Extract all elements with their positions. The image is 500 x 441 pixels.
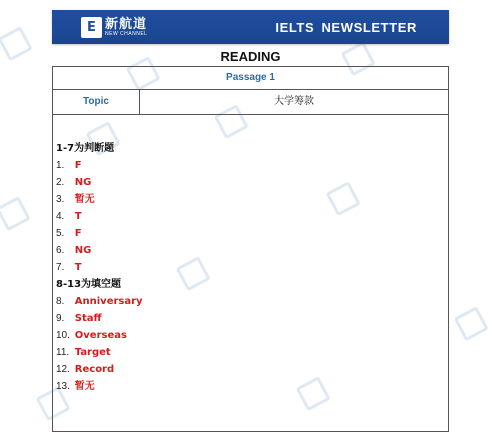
answer-item <box>56 378 448 395</box>
answers-section <box>53 115 448 395</box>
answer-value: Target <box>74 347 111 358</box>
answer-item <box>56 157 448 174</box>
logo-english-name: NEW CHANNEL <box>105 30 148 37</box>
answer-item <box>56 293 448 310</box>
answer-number: 12. <box>56 364 70 375</box>
brand-logo <box>81 15 147 39</box>
answer-value: Staff <box>74 313 102 324</box>
answer-value: Record <box>74 364 115 375</box>
answer-number: 3. <box>56 194 65 205</box>
watermark-logo-icon <box>0 196 31 231</box>
topic-value: 大学筹款 <box>274 96 314 107</box>
watermark <box>0 195 33 232</box>
answer-number: 7. <box>56 262 65 273</box>
answer-item <box>56 174 448 191</box>
header-banner <box>52 10 449 44</box>
answer-value: T <box>74 211 82 222</box>
group-heading-true-false: 1-7为判断题 <box>56 143 115 154</box>
logo-chinese-name: 新航道 <box>105 16 148 32</box>
answer-value: F <box>74 228 82 239</box>
answer-value: F <box>74 160 82 171</box>
answer-number: 11. <box>56 347 70 358</box>
answer-item <box>56 208 448 225</box>
answer-value: NG <box>74 245 92 256</box>
watermark <box>0 25 35 62</box>
answer-item <box>56 361 448 378</box>
answer-item <box>56 225 448 242</box>
topic-label: Topic <box>53 90 140 114</box>
answer-item <box>56 242 448 259</box>
answer-number: 4. <box>56 211 65 222</box>
newsletter-title: IELTS NEWSLETTER <box>275 20 417 35</box>
answer-value: Anniversary <box>74 296 143 307</box>
answer-value: Overseas <box>74 330 127 341</box>
watermark <box>454 305 492 342</box>
watermark-logo-icon <box>454 306 489 341</box>
group-heading-fill-in: 8-13为填空题 <box>56 279 122 290</box>
answer-number: 5. <box>56 228 65 239</box>
answer-table <box>52 66 449 432</box>
answer-item <box>56 327 448 344</box>
answer-number: 9. <box>56 313 65 324</box>
answer-value: T <box>74 262 82 273</box>
answer-number: 2. <box>56 177 65 188</box>
answer-item <box>56 310 448 327</box>
answer-item <box>56 259 448 276</box>
answer-number: 13. <box>56 381 70 392</box>
answer-value: NG <box>74 177 92 188</box>
passage-row: Passage 1 <box>53 67 448 90</box>
logo-icon: E <box>81 17 102 38</box>
answer-number: 6. <box>56 245 65 256</box>
answer-value: 暂无 <box>74 194 95 205</box>
topic-row <box>53 90 448 115</box>
answer-item <box>56 191 448 208</box>
answer-number: 10. <box>56 330 70 341</box>
answer-number: 8. <box>56 296 65 307</box>
answer-number: 1. <box>56 160 65 171</box>
section-title: READING <box>220 49 281 64</box>
watermark-logo-icon <box>0 26 33 61</box>
answer-value: 暂无 <box>74 381 95 392</box>
answer-item <box>56 344 448 361</box>
